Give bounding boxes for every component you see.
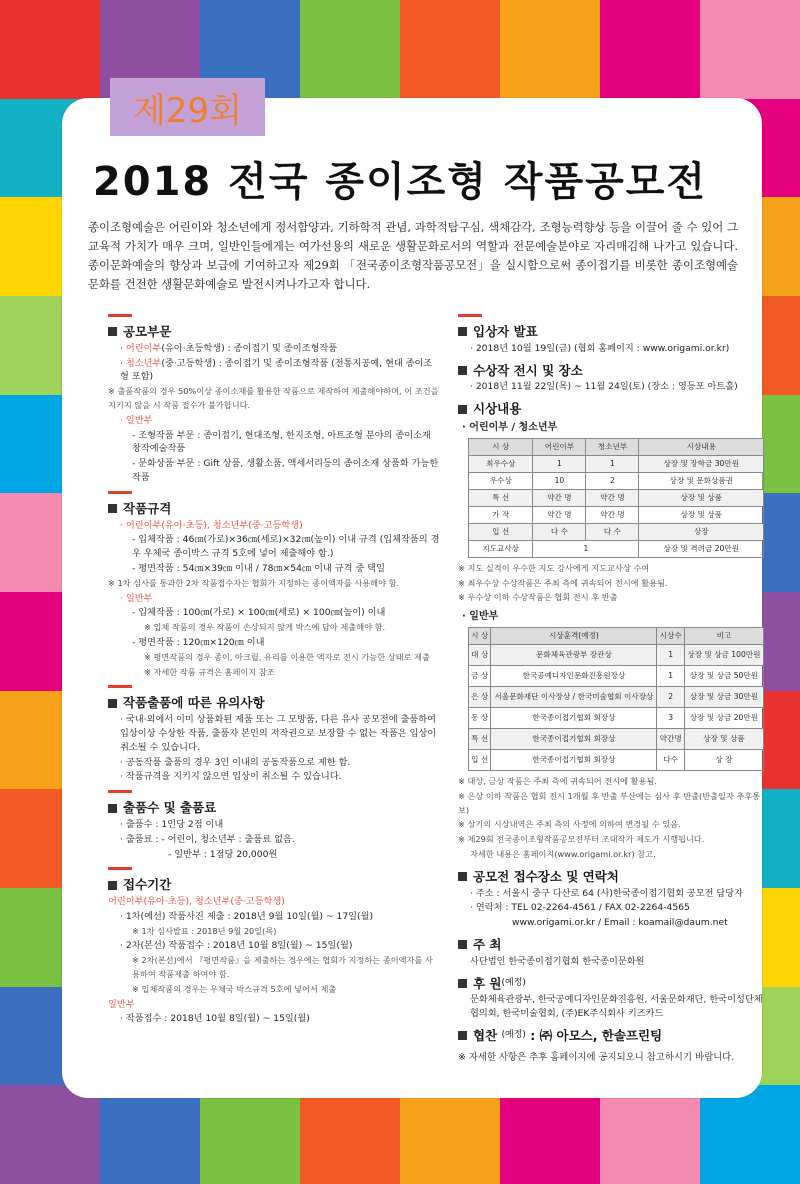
accent-bar — [108, 790, 132, 793]
partner-text: : ㈜ 아모스, 한솔프린팅 — [530, 1027, 663, 1043]
background-tile — [200, 1085, 300, 1184]
section-host — [458, 938, 770, 952]
section-heading: 작품규격 — [123, 500, 172, 516]
bullet-square-icon — [458, 1031, 467, 1040]
note: ※ 상기의 시상내역은 주최 측의 사정에 의하여 변경될 수 있음. — [458, 819, 681, 830]
note: ※ 대상, 금상 작품은 주최 측에 귀속되어 전시에 활용됨. — [458, 775, 657, 786]
section-heading: 작품출품에 따른 유의사항 — [123, 695, 265, 711]
category-item: · 어린이부(유아·초등학생) : 종이접기 및 종이조형작품 — [120, 342, 338, 354]
table-row: 입 선 다 수 다 수 상장 — [469, 523, 764, 540]
accent-bar — [108, 314, 132, 317]
background-tile — [500, 1085, 600, 1184]
spec-item: - 입체작품 : 100㎝(가로) × 100㎝(세로) × 100㎝(높이) 이내 — [132, 607, 386, 619]
table-row: 금 상 한국공예디자인문화진흥원장상 1 상장 및 상금 50만원 — [469, 665, 764, 686]
section-period — [108, 878, 440, 892]
table-row: 동 상 한국종이접기협회 회장상 3 상장 및 상금 20만원 — [469, 707, 764, 728]
page-title: 2018 전국 종이조형 작품공모전 — [92, 159, 708, 205]
section-partner — [458, 1029, 770, 1043]
section-categories — [108, 325, 440, 339]
period-note: ※ 2차(본선)에서 『평면작품』을 제출하는 경우에는 협회가 지정하는 종이액자를 사용하여 작품제출 하여야 함. — [132, 955, 433, 980]
bullet-square-icon — [108, 327, 117, 336]
section-heading: 후 원 — [473, 975, 502, 991]
general-label: · 일반부 — [120, 414, 153, 426]
bullet-square-icon — [458, 979, 467, 988]
table-row: 가 작 약간 명 약간 명 상장 및 상품 — [469, 506, 764, 523]
section-heading: 출품수 및 출품료 — [123, 800, 217, 816]
table-row: 지도교사상 1 상장 및 격려금 20만원 — [469, 540, 764, 557]
background-tile — [100, 1085, 200, 1184]
spec-item: - 입체작품 : 46㎝(가로)×36㎝(세로)×32㎝(높이) 이내 규격 (입체작품의 경우 우체국 종이박스 규격 5호에 넣어 제출해야 함.) — [132, 534, 440, 560]
spec-group: · 어린이부(유아·초등), 청소년부(중·고등학생) — [120, 519, 303, 531]
table-header: 시상수 — [657, 627, 684, 644]
period-note: ※ 1차 심사발표 : 2018년 9월 20일(목) — [132, 925, 277, 936]
edition-badge — [110, 78, 265, 136]
note: ※ 자세한 작품 규격은 홈페이지 참조 — [144, 666, 275, 677]
bullet-square-icon — [458, 940, 467, 949]
entries-item: · 출품수 : 1인당 2점 이내 — [120, 818, 224, 830]
table-row: 은 상 서울문화재단 이사장상 / 한국미술협회 이사장상 2 상장 및 상금 30만원 — [469, 686, 764, 707]
note: ※ 출품작품의 경우 50%이상 종이소재를 활용한 작품으로 제작하여 제출해야하며, 이 조건을 지키지 않을 시 작품 접수가 불가합니다. — [108, 386, 439, 410]
section-heading: 공모전 접수장소 및 연락처 — [473, 868, 619, 884]
contact-phone: · 연락처 : TEL 02-2264-4561 / FAX 02-2264-4565 — [470, 902, 690, 914]
awards-sub: · 어린이부 / 청소년부 — [462, 421, 558, 433]
table-row: 대 상 문화체육관광부 장관상 1 상장 및 상금 100만원 — [469, 644, 764, 665]
background-tile — [600, 0, 700, 99]
footnote: ※ 자세한 사항은 추후 홈페이지에 공지되오니 참고하시기 바랍니다. — [458, 1051, 735, 1063]
section-heading: 공모부문 — [123, 324, 172, 339]
background-tile — [0, 1085, 100, 1184]
table-header: 시 상 — [469, 438, 533, 455]
section-sponsor — [458, 977, 770, 991]
sponsor-text: 문화체육관광부, 한국공예디자인문화진흥원, 서울문화재단, 한국이성단체협의회, 한국미술협회, (주)EK주식회사 키즈카드 — [470, 994, 763, 1020]
table-header: 비고 — [684, 627, 763, 644]
section-heading: 시상내용 — [473, 401, 522, 417]
background-tile — [400, 0, 500, 99]
table-header: 시상내용 — [639, 438, 764, 455]
intro-paragraph: 종이조형예술은 어린이와 청소년에게 정서함양과, 기하학적 관념, 과학적탐구심, 색채감각, 조형능력향상 등을 이끌어 줄 수 있어 그 교육적 가치가 매우 크며, 일반인들에게는 여가선용의 새로운 생활문화로서의 역할과 전문예술분야로 자리매김해 나가고 있습니다. 종이문화예술의 향상과 보급에 기여하고자 제29회 「전국종이조형작품공모전」을 실시함으로써 종이접기를 비롯한 종이조형예술문화를 건전한 생활문화예술로 발전시켜나가고자 합니다. — [88, 220, 738, 291]
background-tile — [700, 0, 800, 99]
general-item: - 조형작품 부문 : 종이접기, 현대조형, 한지조형, 아트조형 분야의 종이소재 창작예술작품 — [132, 429, 431, 455]
table-header: 시상훈격(예정) — [491, 627, 657, 644]
section-announce — [458, 325, 770, 339]
bullet-square-icon — [458, 872, 467, 881]
category-item: · 청소년부(중·고등학생) : 종이접기 및 종이조형작품 (전통지공예, 현대 종이조형 포함) — [120, 357, 433, 383]
accent-bar — [108, 685, 132, 688]
accent-bar — [458, 314, 482, 317]
caution-item: · 국내·외에서 이미 상품화된 제품 또는 그 모방품, 다른 유사 공모전에 출품하여 입상이상 수상한 작품, 출품자 본인의 저작권으로 보장할 수 없는 작품은 입상이 취소될 수 있습니다. — [120, 714, 437, 753]
caution-item: · 작품규격을 지키지 않으면 입상이 취소될 수 있습니다. — [120, 771, 342, 783]
note: ※ 1차 심사를 통과한 2차 작품접수자는 협회가 지정하는 종이액자를 사용해야 함. — [108, 577, 400, 588]
accent-bar — [108, 491, 132, 494]
table-header: 어린이부 — [533, 438, 586, 455]
announce-text: · 2018년 10월 19일(금) (협회 홈페이지 : www.origami.or.kr) — [470, 342, 730, 354]
note: ※ 제29회 전국종이조형작품공모전부터 조대작가 제도가 시행됩니다. — [458, 834, 705, 845]
table-row: 최우수상 1 1 상장 및 장학금 30만원 — [469, 455, 764, 472]
note: ※ 최우수상 수상작품은 주최 측에 귀속되어 전시에 활용됨. — [458, 577, 668, 588]
awards-table-general — [468, 627, 764, 771]
bullet-square-icon — [108, 804, 117, 813]
section-heading: 주 최 — [473, 936, 502, 952]
bullet-square-icon — [108, 881, 117, 890]
note: 자세한 내용은 홈페이지(www.origami.or.kr) 참고. — [470, 848, 656, 859]
awards-table-youth — [468, 438, 764, 558]
period-group: 어린이부(유아·초등), 청소년부(중·고등학생) — [108, 896, 285, 908]
section-entries — [108, 801, 440, 815]
table-row: 우수상 10 2 상장 및 문화상품권 — [469, 472, 764, 489]
note: ※ 지도 실적이 우수한 지도 강사에게 지도교사상 수여 — [458, 562, 650, 573]
table-row: 입 선 한국종이접기협회 회장상 다수 상 장 — [469, 749, 764, 770]
section-spec — [108, 502, 440, 516]
period-item: · 2차(본선) 작품접수 : 2018년 10월 8일(월) ~ 15일(월) — [120, 940, 353, 952]
section-heading: 수상작 전시 및 장소 — [473, 362, 583, 378]
section-heading: 협찬 — [473, 1027, 498, 1043]
bullet-square-icon — [108, 699, 117, 708]
spec-item: - 평면작품 : 54㎝×39㎝ 이내 / 78㎝×54㎝ 이내 규격 중 택일 — [132, 562, 385, 574]
bullet-square-icon — [458, 366, 467, 375]
table-header: 청소년부 — [586, 438, 639, 455]
host-text: 사단법인 한국종이접기협회 한국종이문화원 — [470, 955, 645, 967]
background-tile — [0, 0, 100, 99]
section-heading: 입상자 발표 — [473, 324, 538, 339]
bullet-square-icon — [458, 327, 467, 336]
table-row: 특 선 한국종이접기협회 회장상 약간명 상장 및 상품 — [469, 728, 764, 749]
note: ※ 입체 작품의 경우 작품이 손상되지 않게 박스에 담아 제출해야 함. — [144, 622, 386, 633]
note: ※ 평면작품의 경우 종이, 아크릴, 유리를 이용한 액자로 전시 가능한 상태로 제출 — [144, 651, 430, 662]
background-tile — [500, 0, 600, 99]
general-item: - 문화상품 부문 : Gift 상품, 생활소품, 액세서리등의 종이소재 상품화 가능한 작품 — [132, 458, 439, 483]
note: ※ 우수상 이하 수상작품은 협회 전시 후 반출 — [458, 592, 618, 603]
edition-label: 제29회 — [133, 90, 242, 131]
tentative-label: (예정) — [501, 1029, 526, 1040]
section-awards — [458, 402, 770, 416]
bullet-square-icon — [458, 405, 467, 414]
contact-web[interactable]: www.origami.or.kr / Email : koamail@daum.net — [512, 917, 728, 929]
contact-address: · 주소 : 서울시 중구 다산로 64 (사)한국종이접기협회 공모전 담당자 — [470, 887, 744, 899]
left-column — [108, 314, 440, 1027]
section-exhibit — [458, 364, 770, 378]
background-tile — [300, 0, 400, 99]
table-row: 특 선 약간 명 약간 명 상장 및 상품 — [469, 489, 764, 506]
period-item: · 작품접수 : 2018년 10월 8일(월) ~ 15일(월) — [120, 1013, 310, 1025]
entries-item: · 출품료 : - 어린이, 청소년부 : 출품료 없음. — [120, 833, 295, 845]
caution-item: · 공동작품 출품의 경우 3인 이내의 공동작품으로 제한 함. — [120, 756, 351, 768]
entries-item: - 일반부 : 1점당 20,000원 — [168, 848, 278, 860]
background-tile — [400, 1085, 500, 1184]
table-header: 시 상 — [469, 627, 491, 644]
tentative-label: (예정) — [501, 977, 526, 988]
period-group: 일반부 — [108, 998, 135, 1010]
exhibit-text: · 2018년 11월 22일(목) ~ 11월 24일(토) (장소 : 영등포 아트홀) — [470, 381, 738, 393]
accent-bar — [108, 867, 132, 870]
section-caution — [108, 696, 440, 710]
background-tile — [600, 1085, 700, 1184]
period-note: ※ 입체작품의 경우는 우체국 박스규격 5호에 넣어서 제출 — [132, 983, 337, 994]
note: ※ 은상 이하 작품은 협회 전시 1개월 후 반출 부산에는 심사 후 반출(반출일자 추후통보) — [458, 790, 761, 815]
right-column — [458, 314, 770, 1066]
bullet-square-icon — [108, 504, 117, 513]
background-tile — [300, 1085, 400, 1184]
section-contact — [458, 870, 770, 884]
table-header-row — [469, 627, 764, 644]
spec-group: · 일반부 — [120, 592, 153, 604]
table-header-row — [469, 438, 764, 455]
background-tile — [700, 1085, 800, 1184]
section-heading: 접수기간 — [123, 877, 172, 893]
period-item: · 1차(예선) 작품사진 제출 : 2018년 9월 10일(월) ~ 17일(월) — [120, 910, 374, 922]
awards-sub: · 일반부 — [462, 611, 499, 623]
spec-item: - 평면작품 : 120㎝×120㎝ 이내 — [132, 636, 265, 648]
